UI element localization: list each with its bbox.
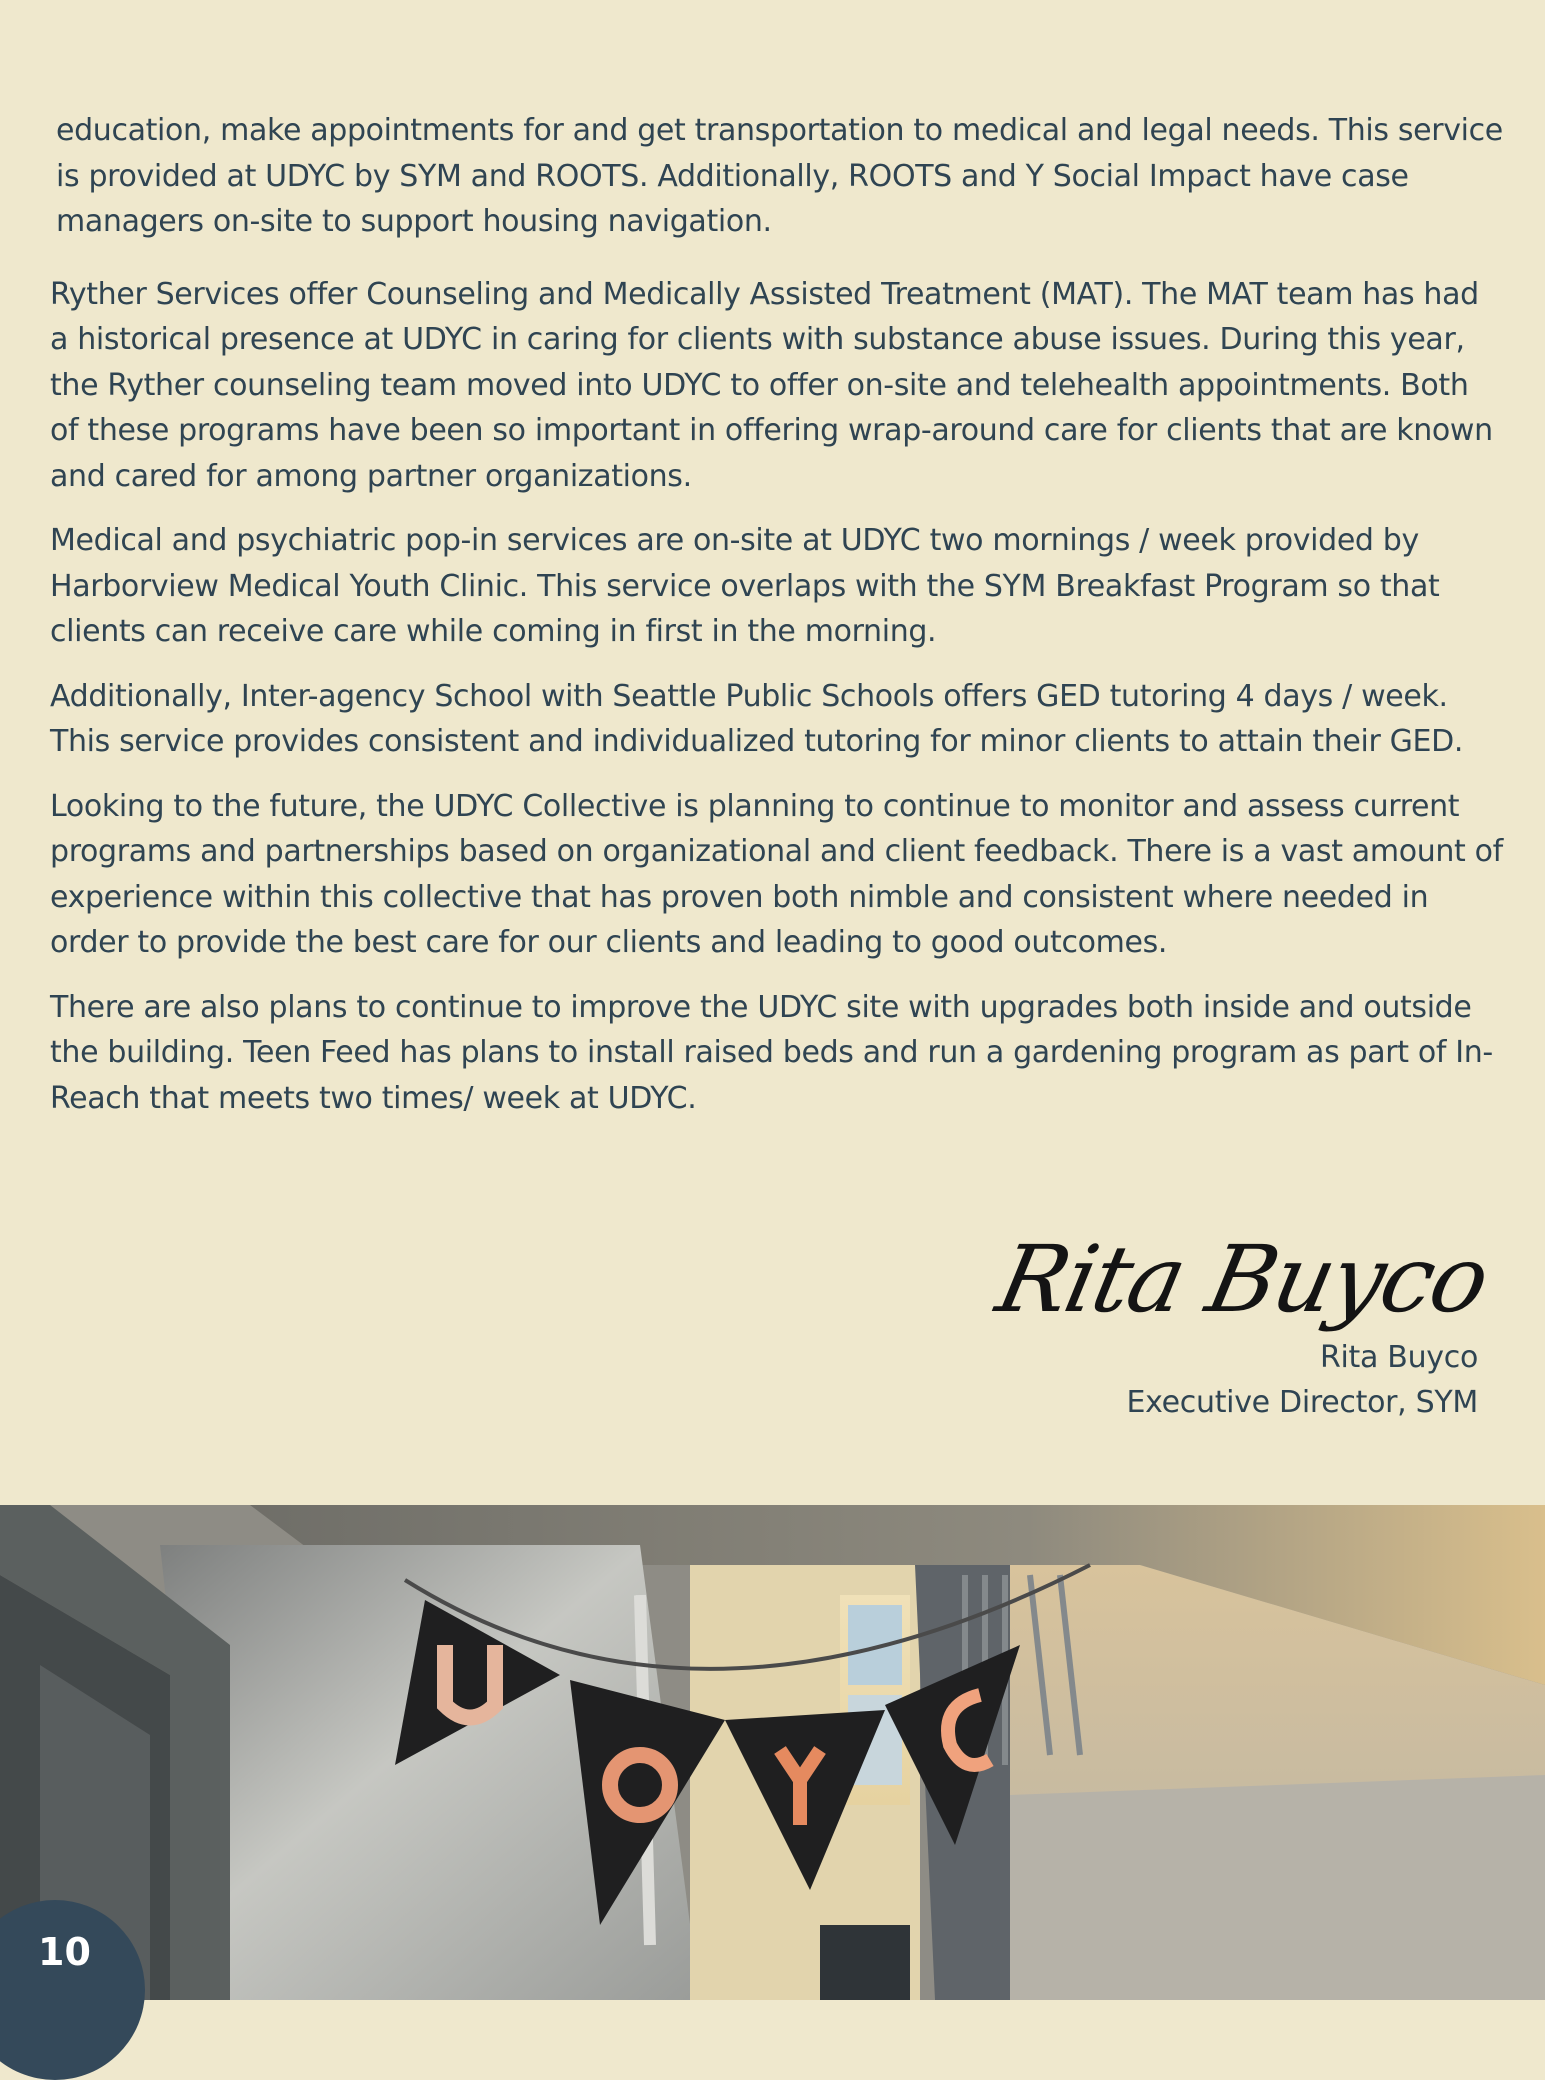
body-text xyxy=(50,108,1505,1140)
signature-block xyxy=(988,1225,1498,1425)
paragraph-site-upgrades: There are also plans to continue to improve the UDYC site with upgrades both inside and outside the building. Teen Feed has plans to install raised beds and run a gardening program as part of In-Reach that meets two times/ week at UDYC. xyxy=(50,989,1493,1116)
paragraph-future-plans: Looking to the future, the UDYC Collective is planning to continue to monitor and assess current programs and partnerships based on organizational and client feedback. There is a vast amount of experience within this collective that has proven both nimble and consistent where needed in order to provide the best care for our clients and leading to good outcomes. xyxy=(50,788,1503,960)
signatory-title: Executive Director, SYM xyxy=(1126,1385,1478,1420)
paragraph-case-management: education, make appointments for and get transportation to medical and legal needs. This service is provided at UDYC by SYM and ROOTS. Additionally, ROOTS and Y Social Impact have case managers on-site to support housing navigation. xyxy=(56,113,1503,239)
signatory-name: Rita Buyco xyxy=(1319,1340,1478,1375)
udyc-banner-photo xyxy=(0,1505,1545,2000)
paragraph-ged-tutoring: Additionally, Inter-agency School with Seattle Public Schools offers GED tutoring 4 days / week. This service provides consistent and individualized tutoring for minor clients to attain their GED. xyxy=(50,678,1464,759)
paragraph-ryther-services: Ryther Services offer Counseling and Medically Assisted Treatment (MAT). The MAT team has had a historical presence at UDYC in caring for clients with substance abuse issues. During this year, the Ryther counseling team moved into UDYC to offer on-site and telehealth appointments. Both of these programs have been so important in offering wrap-around care for clients that are known and cared for among partner organizations. xyxy=(50,276,1493,494)
handwritten-signature: Rita Buyco xyxy=(988,1226,1498,1333)
page-number: 10 xyxy=(38,1930,91,1974)
paragraph-medical-services: Medical and psychiatric pop-in services are on-site at UDYC two mornings / week provided by Harborview Medical Youth Clinic. This service overlaps with the SYM Breakfast Program so that clients can receive care while coming in first in the morning. xyxy=(50,523,1440,649)
